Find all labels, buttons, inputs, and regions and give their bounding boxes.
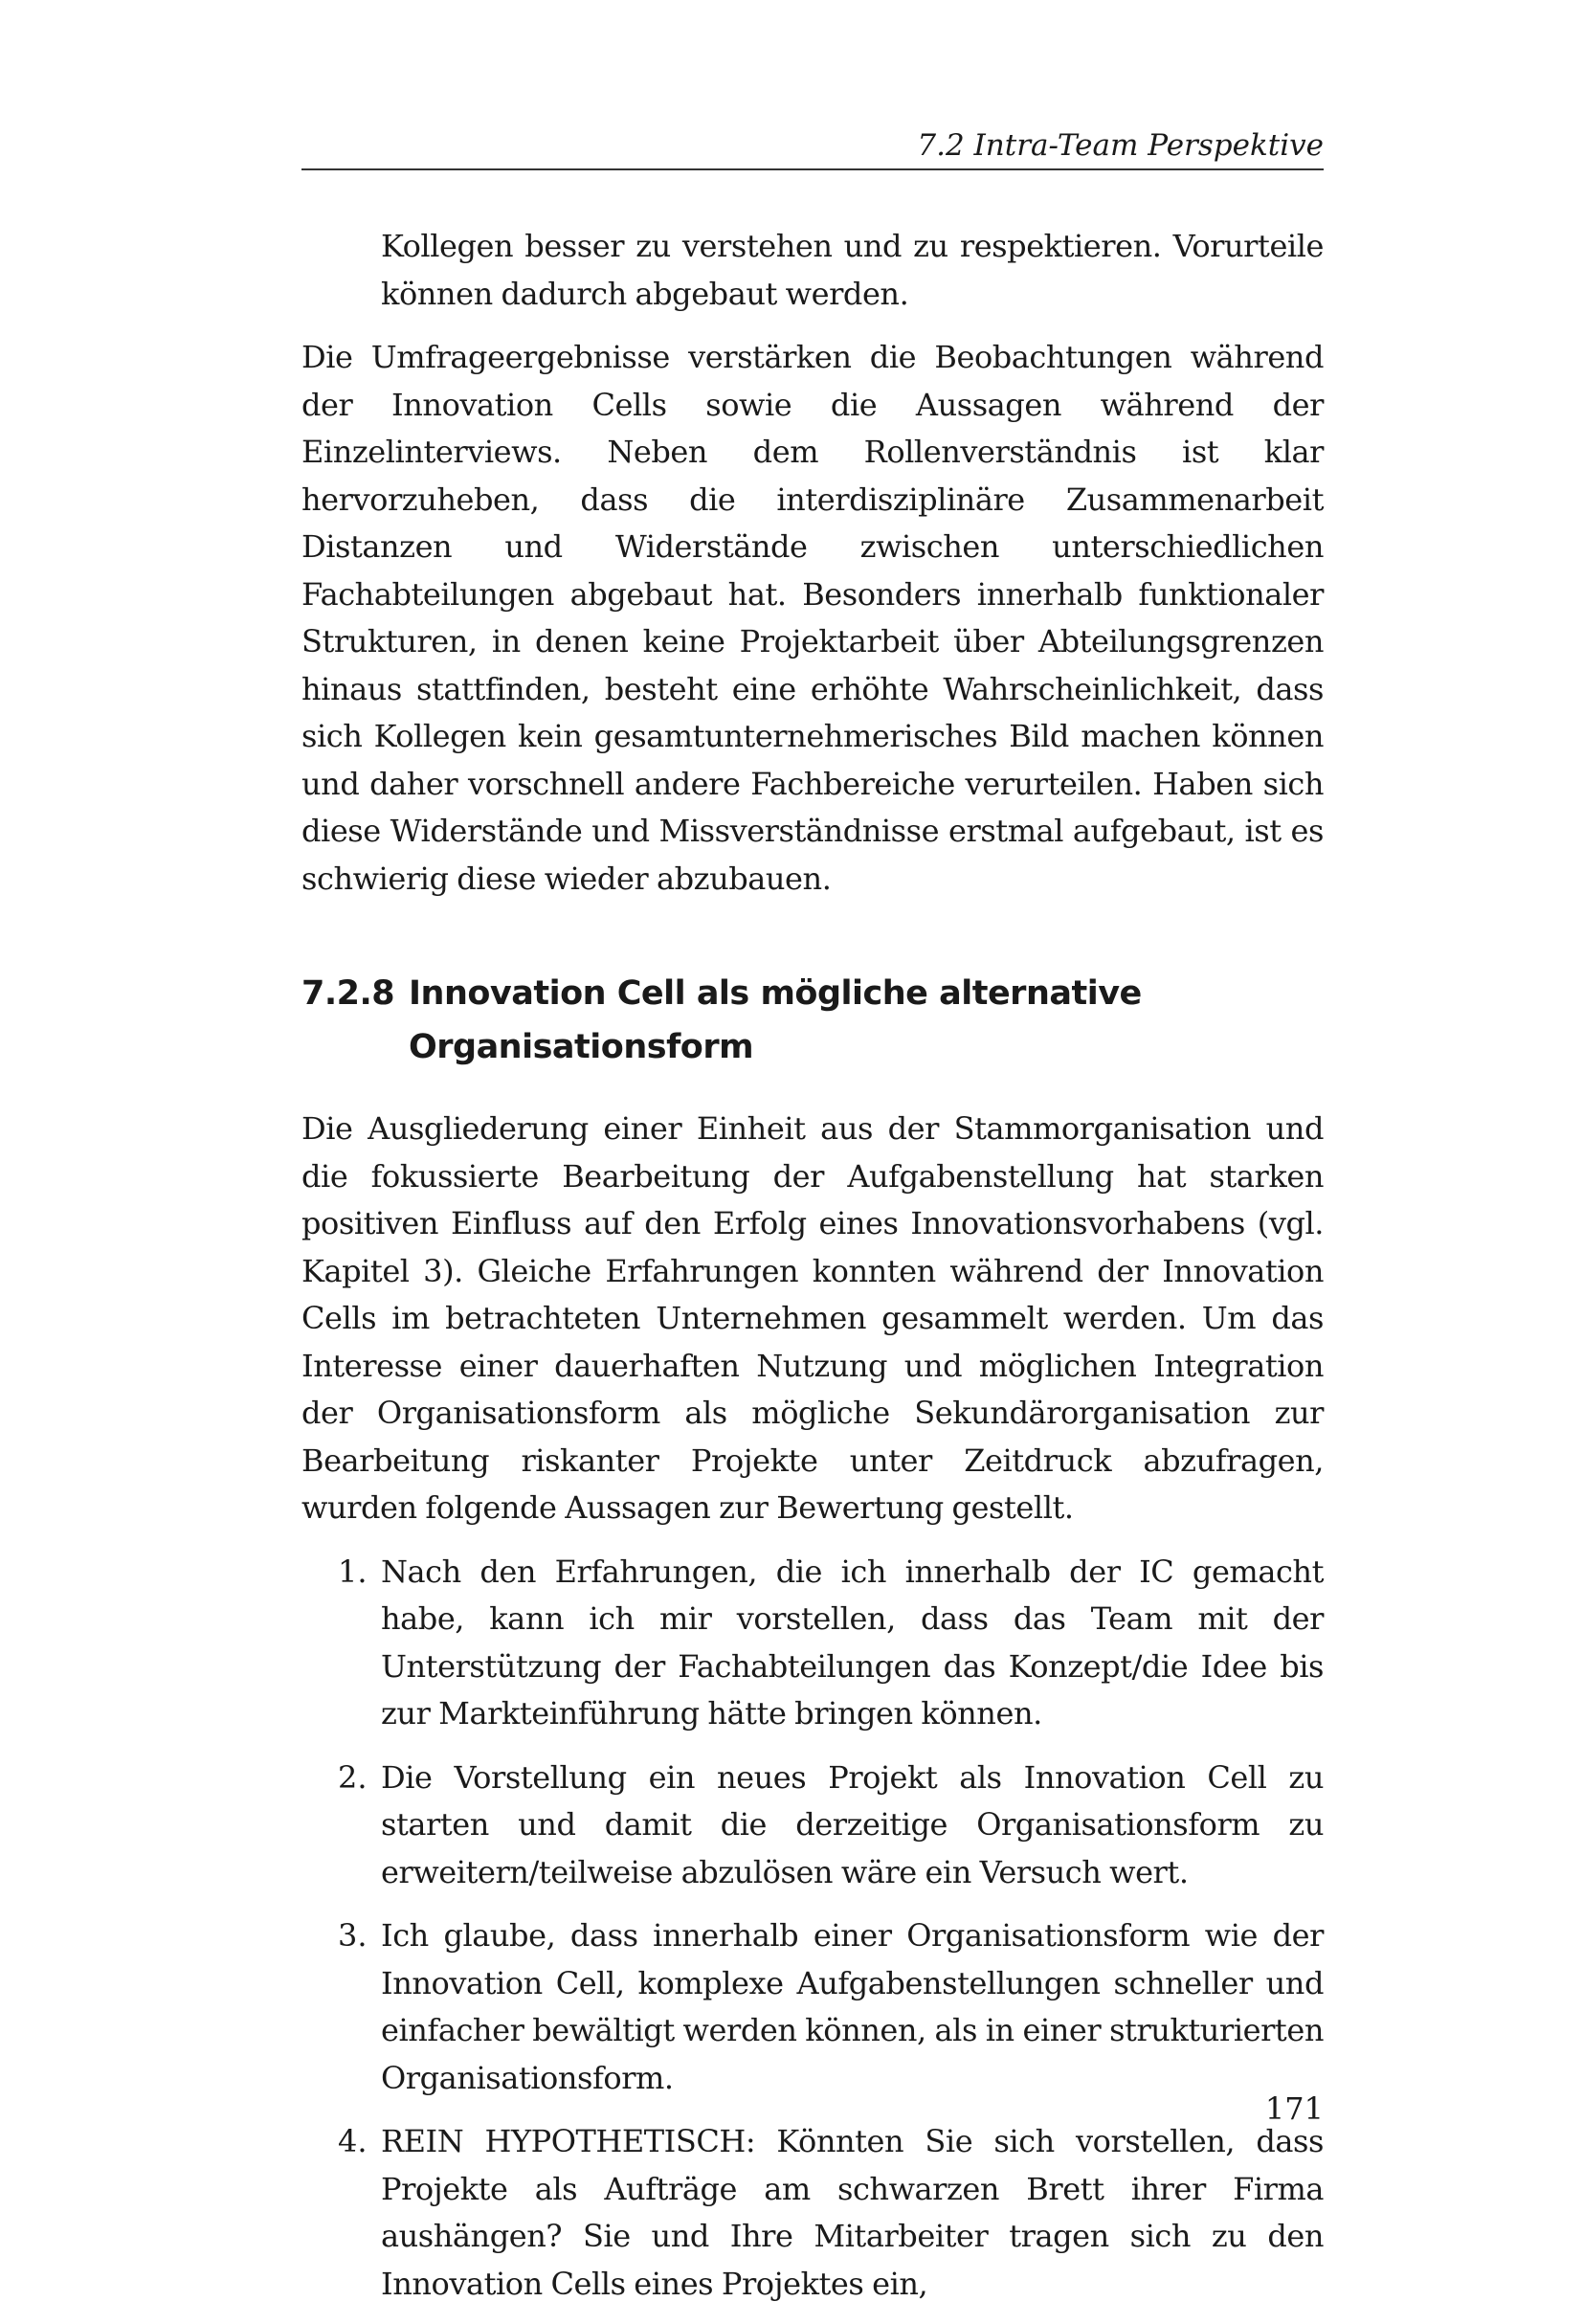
section-heading	[301, 967, 1324, 1074]
section-intro-paragraph: Die Ausgliederung einer Einheit aus der Stammorganisation und die fokussierte Bearbeitung der Aufgabenstellung hat starken positiven Einfluss auf den Erfolg eines Innovationsvorhabens (vgl. Kapitel 3). Gleiche Erfahrungen konnten während der Innovation Cells im betrachteten Unternehmen gesammelt werden. Um das Interesse einer dauerhaften Nutzung und möglichen Integration der Organisationsform als mögliche Sekundärorganisation zur Bearbeitung riskanter Projekte unter Zeitdruck abzufragen, wurden folgende Aussagen zur Bewertung gestellt.	[301, 1110, 1324, 1526]
list-item-text: Ich glaube, dass innerhalb einer Organisationsform wie der Innovation Cell, komplexe Aufgabenstellungen schneller und einfacher bewältigt werden können, als in einer strukturierten Organisationsform.	[381, 1917, 1324, 2096]
section-title	[409, 967, 1324, 1074]
survey-results-paragraph: Die Umfrageergebnisse verstärken die Beobachtungen während der Innovation Cells sowie die Aussagen während der Einzelinterviews. Neben dem Rollenverständnis ist klar hervorzuheben, dass die interdisziplinäre Zusammenarbeit Distanzen und Widerstände zwischen unterschiedlichen Fachabteilungen abgebaut hat. Besonders innerhalb funktionaler Strukturen, in denen keine Projektarbeit über Abteilungsgrenzen hinaus stattfinden, besteht eine erhöhte Wahrscheinlichkeit, dass sich Kollegen kein gesamtunternehmerisches Bild machen können und daher vorschnell andere Fachbereiche verurteilen. Haben sich diese Widerstände und Missverständnisse erstmal aufgebaut, ist es schwierig diese wieder abzubauen.	[301, 339, 1324, 897]
running-header: 7.2 Intra-Team Perspektive	[917, 128, 1324, 163]
list-item-text: REIN HYPOTHETISCH: Könnten Sie sich vorstellen, dass Projekte als Aufträge am schwarzen Brett ihrer Firma aushängen? Sie und Ihre Mitarbeiter tragen sich zu den Innovation Cells eines Projektes ein,	[381, 2123, 1324, 2302]
page-number: 171	[1264, 2090, 1324, 2127]
header-rule	[301, 168, 1324, 170]
page-body	[301, 223, 1324, 2324]
list-item-number: 3.	[338, 1917, 368, 1954]
section-title-line-2: Organisationsform	[409, 1028, 754, 1066]
continuation-paragraph: Kollegen besser zu verstehen und zu respektieren. Vorurteile können dadurch abgebaut werden.	[381, 228, 1324, 312]
book-page	[301, 0, 1324, 2302]
list-item-text: Nach den Erfahrungen, die ich innerhalb der IC gemacht habe, kann ich mir vorstellen, dass das Team mit der Unterstützung der Fachabteilungen das Konzept/die Idee bis zur Markteinführung hätte bringen können.	[381, 1553, 1324, 1732]
list-item-number: 1.	[338, 1553, 368, 1590]
list-item-text: Die Vorstellung ein neues Projekt als Innovation Cell zu starten und damit die derzeitige Organisationsform zu erweitern/teilweise abzulösen wäre ein Versuch wert.	[381, 1758, 1324, 1890]
section-number: 7.2.8	[301, 974, 395, 1013]
list-item	[301, 2118, 1324, 2308]
statement-list	[301, 1549, 1324, 2309]
section-title-line-1: Innovation Cell als mögliche alternative	[409, 974, 1142, 1013]
list-item	[301, 1912, 1324, 2102]
list-item-number: 2.	[338, 1758, 368, 1796]
list-item-number: 4.	[338, 2123, 368, 2159]
list-item	[301, 1549, 1324, 1738]
list-item	[301, 1754, 1324, 1897]
